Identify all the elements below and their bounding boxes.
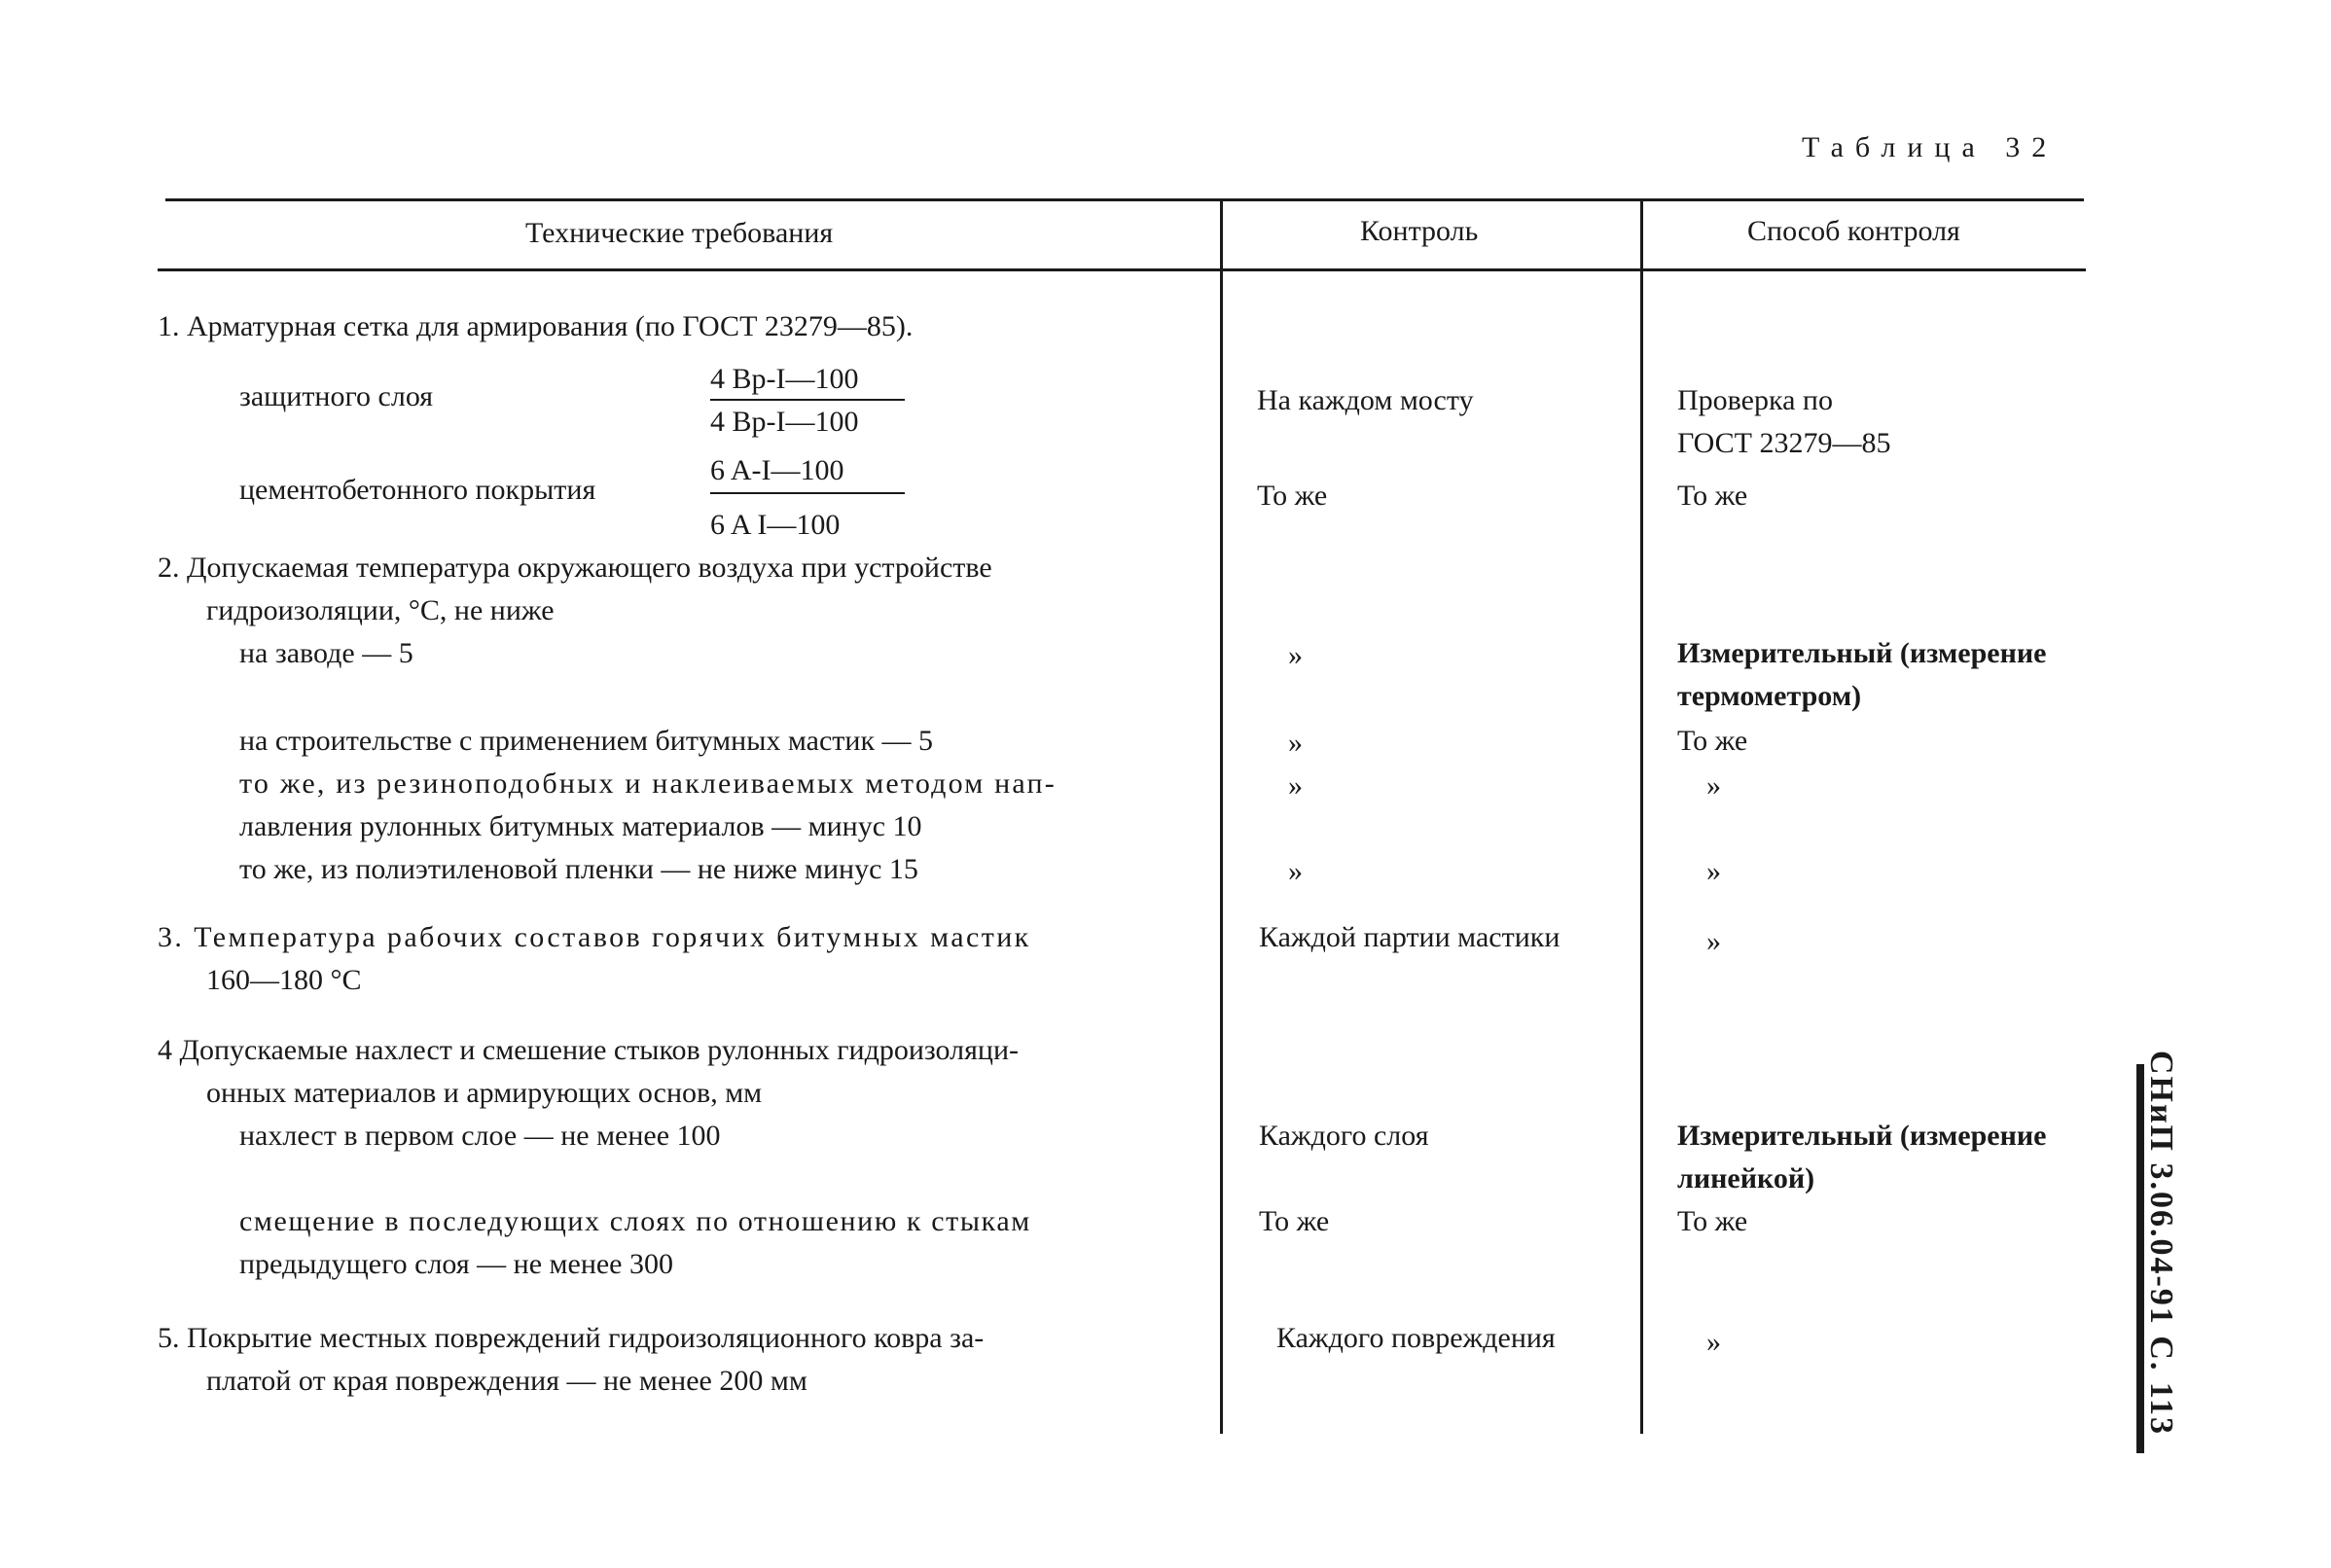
item-4-row-1-method-a: Измерительный (измерение (1677, 1120, 2047, 1152)
header-requirements: Технические требования (525, 217, 834, 249)
item-5-control: Каждого повреждения (1276, 1322, 1556, 1354)
fraction-denominator: 4 Вр-I—100 (710, 406, 859, 438)
fraction-bar (710, 492, 905, 494)
item-4-row-2-control: То же (1259, 1205, 1330, 1237)
item-2-title-2: гидроизоляции, °С, не ниже (206, 594, 555, 626)
item-3-method: » (1706, 925, 1721, 957)
item-4-row-2-b: предыдущего слоя — не менее 300 (239, 1248, 674, 1280)
item-5-line-1: 5. Покрытие местных повреждений гидроизоляционного ковра за- (158, 1322, 985, 1354)
item-2-row-1: на заводе — 5 (239, 637, 413, 669)
table-label: Таблица 32 (1802, 131, 2059, 163)
side-running-header: СНиП 3.06.04-91 С. 113 (2143, 1051, 2179, 1437)
item-2-row-1-method-b: термометром) (1677, 680, 1862, 712)
item-2-title-1: 2. Допускаемая температура окружающего воздуха при устройстве (158, 552, 992, 584)
item-1-control-1: На каждом мосту (1257, 384, 1474, 416)
table-header-rule (158, 268, 2086, 271)
item-1-cement-label: цементобетонного покрытия (239, 474, 596, 506)
item-3-line-1: 3. Температура рабочих составов горячих битумных мастик (158, 921, 1031, 953)
item-1-method-1b: ГОСТ 23279—85 (1677, 427, 1891, 459)
item-1-title: 1. Арматурная сетка для армирования (по ГОСТ 23279—85). (158, 310, 914, 342)
item-4-row-2-a: смещение в последующих слоях по отношению к стыкам (239, 1205, 1031, 1237)
fraction-numerator: 6 A-I—100 (710, 454, 844, 486)
item-2-row-2-method: То же (1677, 725, 1748, 757)
item-1-control-2: То же (1257, 480, 1328, 512)
item-5-method: » (1706, 1326, 1721, 1358)
item-4-row-2-method: То же (1677, 1205, 1748, 1237)
header-control: Контроль (1360, 215, 1479, 247)
item-2-row-3-control: » (1288, 769, 1303, 802)
item-2-row-4: то же, из полиэтиленовой пленки — не ниже минус 15 (239, 853, 918, 885)
item-4-row-1: нахлест в первом слое — не менее 100 (239, 1120, 721, 1152)
item-2-row-3-a: то же, из резиноподобных и наклеиваемых методом нап- (239, 767, 1057, 800)
fraction-numerator: 4 Вр-I—100 (710, 363, 859, 395)
table-top-rule (165, 198, 2084, 201)
item-3-control: Каждой партии мастики (1259, 921, 1560, 953)
item-2-row-4-control: » (1288, 855, 1303, 887)
item-1-cement-fraction (710, 453, 905, 543)
item-4-line-1: 4 Допускаемые нахлест и смешение стыков рулонных гидроизоляци- (158, 1034, 1020, 1066)
item-1-protective-fraction (710, 362, 905, 440)
item-1-method-2: То же (1677, 480, 1748, 512)
item-4-line-2: онных материалов и армирующих основ, мм (206, 1077, 763, 1109)
item-2-row-2-control: » (1288, 727, 1303, 759)
item-2-row-2: на строительстве с применением битумных мастик — 5 (239, 725, 934, 757)
item-2-row-3-method: » (1706, 769, 1721, 802)
item-3-line-2: 160—180 °С (206, 964, 362, 996)
column-divider-1 (1220, 198, 1223, 1434)
header-method: Способ контроля (1747, 215, 1960, 247)
item-2-row-1-control: » (1288, 639, 1303, 671)
item-4-row-1-method-b: линейкой) (1677, 1162, 1815, 1194)
item-5-line-2: платой от края повреждения — не менее 200 мм (206, 1365, 807, 1397)
item-1-protective-label: защитного слоя (239, 380, 434, 412)
item-2-row-1-method-a: Измерительный (измерение (1677, 637, 2047, 669)
item-4-row-1-control: Каждого слоя (1259, 1120, 1429, 1152)
fraction-denominator: 6 A I—100 (710, 509, 841, 541)
item-2-row-3-b: лавления рулонных битумных материалов — минус 10 (239, 810, 922, 842)
fraction-bar (710, 399, 905, 401)
column-divider-2 (1640, 198, 1643, 1434)
item-1-method-1a: Проверка по (1677, 384, 1833, 416)
item-2-row-4-method: » (1706, 855, 1721, 887)
